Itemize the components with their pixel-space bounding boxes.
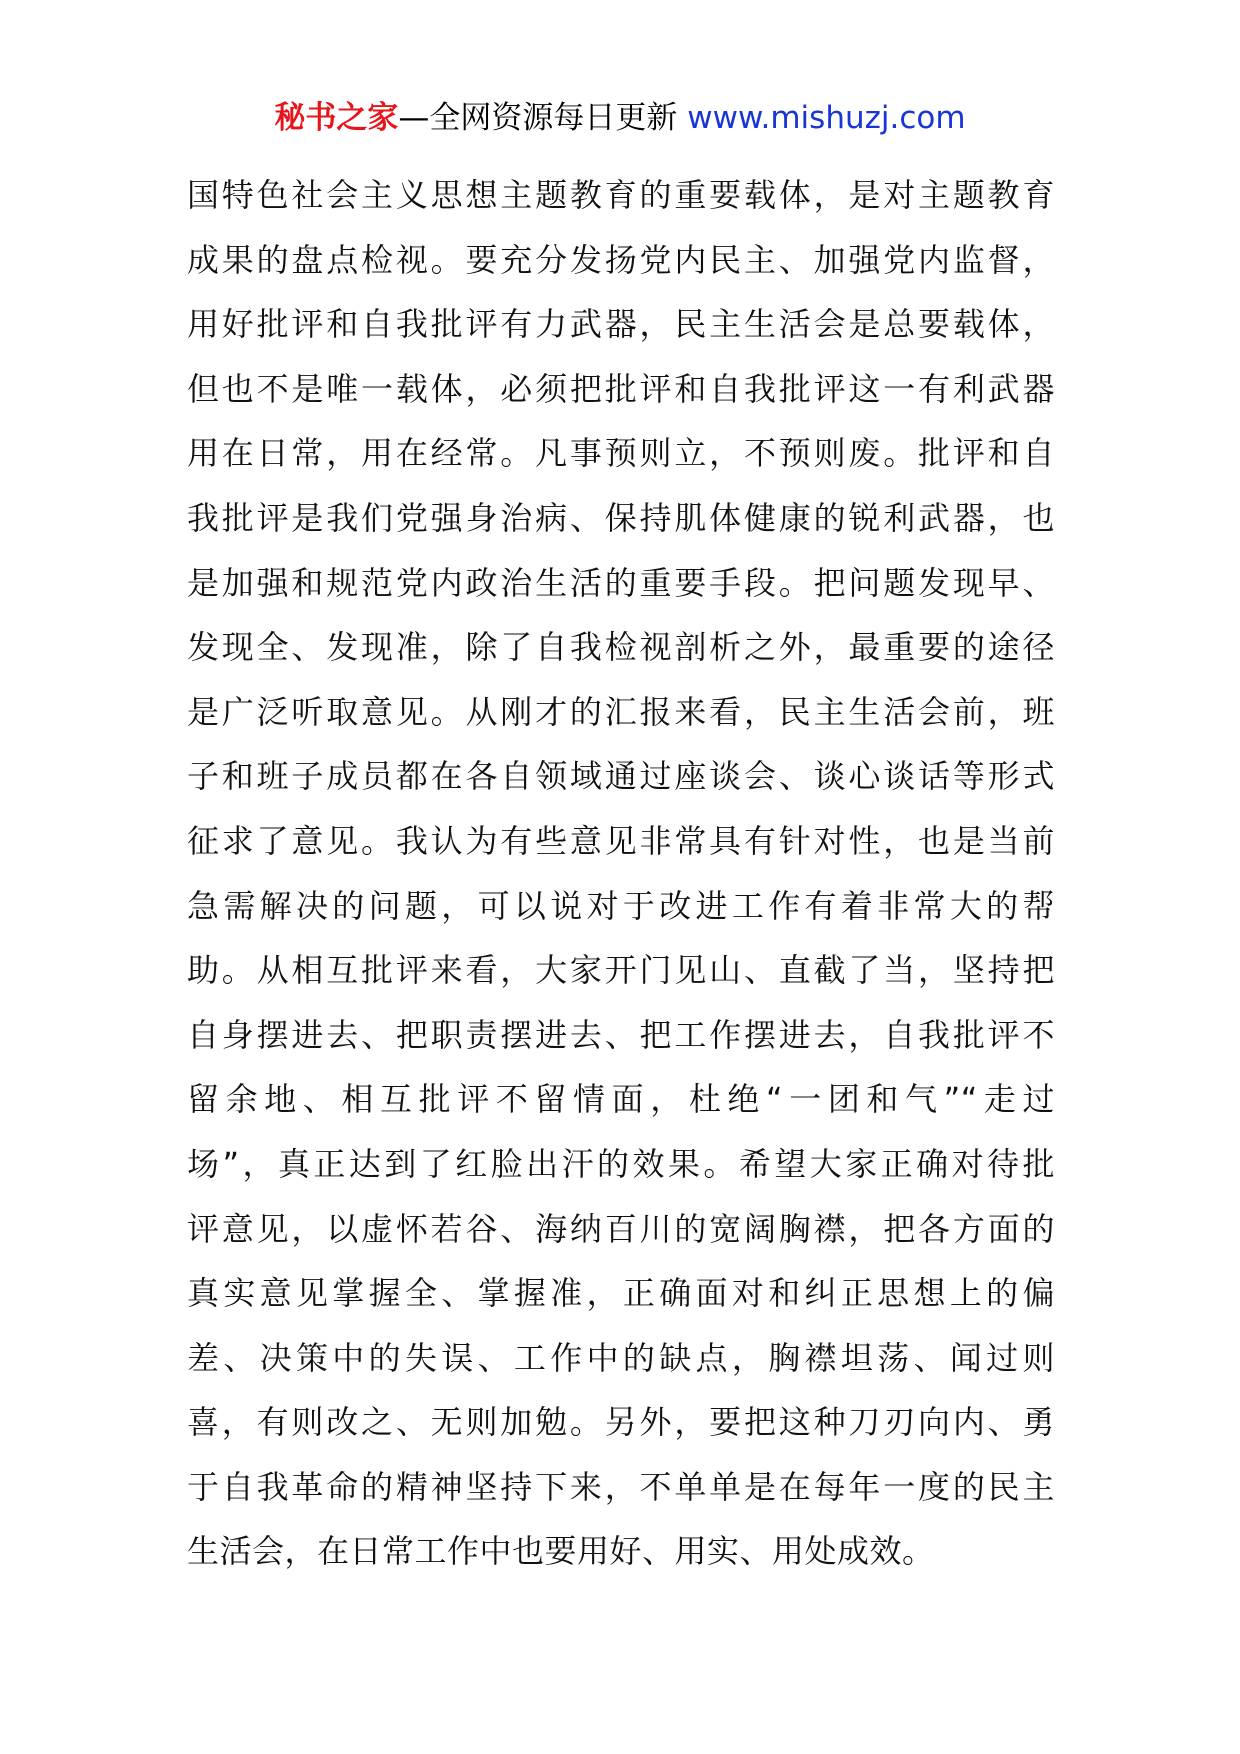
text-line: 国特色社会主义思想主题教育的重要载体，是对主题教育: [187, 176, 1055, 214]
text-line: 征求了意见。我认为有些意见非常具有针对性，也是当前: [187, 821, 1055, 860]
text-line: 喜，有则改之、无则加勉。另外，要把这种刀刃向内、勇: [187, 1403, 1055, 1442]
text-line: 自身摆进去、把职责摆进去、把工作摆进去，自我批评不: [187, 1015, 1055, 1054]
text-line: 于自我革命的精神坚持下来，不单单是在每年一度的民主: [187, 1467, 1055, 1506]
text-line: 助。从相互批评来看，大家开门见山、直截了当，坚持把: [187, 951, 1055, 990]
text-line: 发现全、发现准，除了自我检视剖析之外，最重要的途径: [187, 628, 1055, 667]
header-tagline: —全网资源每日更新: [398, 100, 688, 136]
text-line: 用在日常，用在经常。凡事预则立，不预则废。批评和自: [187, 434, 1055, 473]
text-line: 用好批评和自我批评有力武器，民主生活会是总要载体，: [187, 305, 1055, 344]
text-line: 留余地、相互批评不留情面，杜绝“一团和气”“走过: [187, 1080, 1055, 1119]
text-line: 但也不是唯一载体，必须把批评和自我批评这一有利武器: [187, 369, 1055, 408]
text-line: 急需解决的问题，可以说对于改进工作有着非常大的帮: [187, 886, 1055, 925]
text-line: 场”，真正达到了红脸出汗的效果。希望大家正确对待批: [187, 1144, 1055, 1183]
text-line: 子和班子成员都在各自领域通过座谈会、谈心谈话等形式: [187, 757, 1055, 796]
text-line: 生活会，在日常工作中也要用好、用实、用处成效。: [187, 1532, 935, 1571]
text-line: 我批评是我们党强身治病、保持肌体健康的锐利武器，也: [187, 498, 1055, 537]
text-line: 成果的盘点检视。要充分发扬党内民主、加强党内监督，: [187, 240, 1055, 279]
text-line: 是广泛听取意见。从刚才的汇报来看，民主生活会前，班: [187, 692, 1055, 731]
text-line: 真实意见掌握全、掌握准，正确面对和纠正思想上的偏: [187, 1274, 1055, 1313]
document-body: [187, 163, 1055, 1584]
brand-name: 秘书之家: [274, 100, 399, 136]
text-line: 是加强和规范党内政治生活的重要手段。把问题发现早、: [187, 563, 1055, 602]
text-line: 差、决策中的失误、工作中的缺点，胸襟坦荡、闻过则: [187, 1338, 1055, 1377]
text-line: 评意见，以虚怀若谷、海纳百川的宽阔胸襟，把各方面的: [187, 1209, 1055, 1248]
site-url-link[interactable]: www.mishuzj.com: [687, 100, 966, 136]
site-header: [0, 98, 1240, 138]
